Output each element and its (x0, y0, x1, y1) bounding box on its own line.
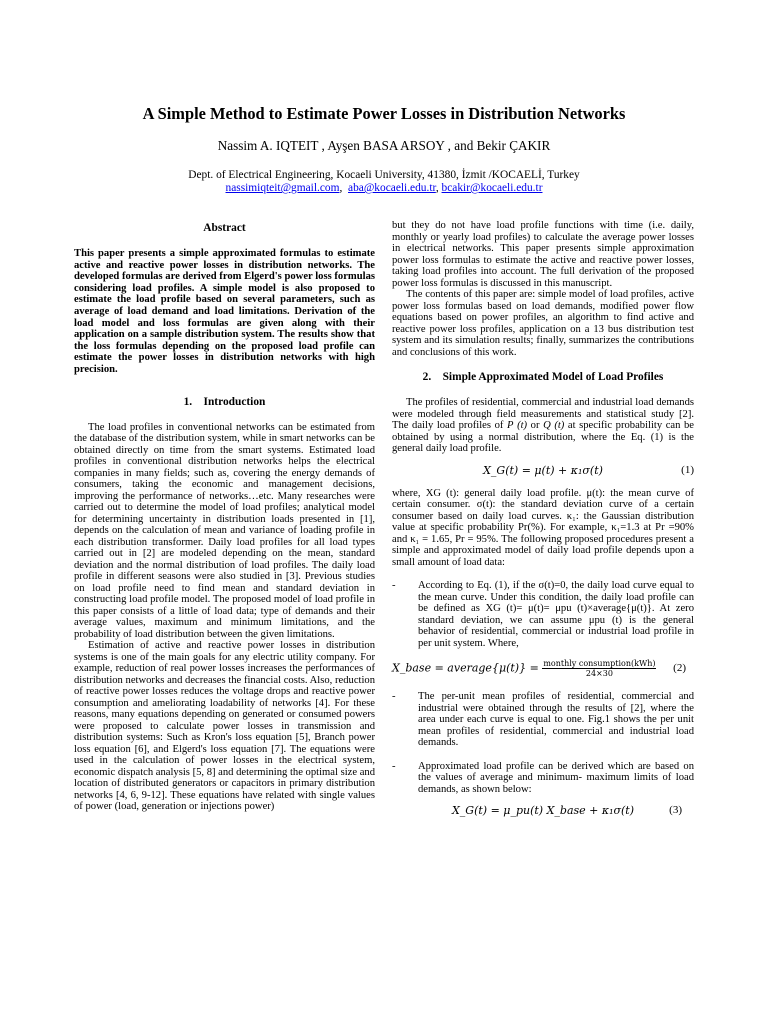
symbol-t: (t) (517, 420, 528, 431)
symbol-t2: (t) (554, 420, 565, 431)
bullet-1-text: According to Eq. (1), if the σ(t)=0, the daily load curve equal to the mean curve. Under this condition, the daily load profile can be defined as XG (t)= μ(t)= μpu (t)×average{μ(t)}. At zero standard deviation, we can assume μpu (t) is the general behavior of residential, commercial or industrial load profile in per unit system. Where, (418, 580, 694, 649)
bullet-3-text: Approximated load profile can be derived which are based on the values of average and minimum- maximum limits of load demands, as shown below: (418, 760, 694, 795)
equation-2-fraction (542, 659, 656, 678)
intro-paragraph-2: Estimation of active and reactive power losses in distribution systems is one of the main goals for any electric utility company. For example, reduction of real power losses increases the performances of distribution networks and decreases the financial costs. Also, reduction of reactive power losses reduces the voltage drops and reactive power consumption and ameliorating loadability of networks [4]. For these reasons, many equations depending on generated or consumed powers were proposed to calculate power losses in transmission and distribution systems: Such as Kron's loss equation [5], Branch power loss equation [6], and Elgerd's loss equation [7]. The equations were used in the calculation of power losses in the electrical system, economic dispatch analysis [5, 8] and determining the optimal size and location of distributed generators or capacitors in primary distribution networks [4, 6, 9-12]. These equations have related with single values of power (load, generation or injections power) (74, 640, 375, 813)
intro-continued-paragraph: but they do not have load profile functions with time (i.e. daily, monthly or yearly load profiles) to calculate the average power losses in electrical networks. This paper presents simple approximation power loss formulas to estimate the active and reactive power losses, taking load profiles into account. The full derivation of the proposed power loss formulas is discussed in this manuscript. (392, 220, 694, 289)
email-link-1[interactable]: nassimiqteit@gmail.com (225, 182, 340, 194)
load-profile-text-a: The profiles of residential, commercial and industrial load demands were modeled through field measurements and statistical study [2]. The daily load profiles of (392, 397, 694, 431)
symbol-q: Q (543, 420, 551, 431)
text-or: or (527, 420, 544, 431)
section-2-heading: 2. Simple Approximated Model of Load Profiles (422, 371, 664, 383)
email-link-3[interactable]: bcakir@kocaeli.edu.tr (441, 182, 543, 194)
load-profile-text-b: at specific probability can be obtained by using a normal distribution, where the Eq. (1) is the general daily load profile. (392, 420, 695, 454)
equation-2-denominator: 24×30 (585, 669, 613, 678)
definitions-paragraph: where, XG (t): general daily load profile. μ(t): the mean curve of certain consumer. σ(t): the standard deviation curve of a certain consumer based on daily load curves. κ₁: the Gaussian distribution value at specific probability Pr(%). For example, κ₁=1.3 at Pr =90% and κ₁ = 1.65, Pr = 95%. The following proposed procedures present a simple and approximated model of daily load profile depends upon a small amount of load data: (392, 487, 694, 568)
left-column (74, 220, 375, 813)
author-list: Nassim A. IQTEIT , Ayşen BASA ARSOY , and Bekir ÇAKIR (217, 138, 551, 153)
email-link-2[interactable]: aba@kocaeli.edu.tr (348, 182, 436, 194)
equation-2-formula (392, 659, 694, 678)
equation-1-formula: X_G(t) = μ(t) + κ₁σ(t) (483, 463, 603, 477)
section-1-heading: 1. Introduction (183, 395, 266, 408)
bullet-dash: - (392, 580, 396, 591)
email-list: nassimiqteit@gmail.com, aba@kocaeli.edu.tr, bcakir@kocaeli.edu.tr (225, 182, 543, 194)
list-item (392, 580, 694, 649)
abstract-heading: Abstract (203, 222, 246, 234)
equation-3-number: (3) (669, 804, 682, 816)
abstract-text: This paper presents a simple approximated formulas to estimate active and reactive power losses in distribution networks. The developed formulas are derived from Elgerd's power loss formulas considering load profiles. A simple model is also proposed to estimate the load profile based on several parameters, such as average of load demand and load limitations. Derivation of the load model and loss formulas are given along with their application on a sample distribution system. The results show that the loss formulas depending on the proposed load profile can estimate the power losses in distribution networks with high precision. (74, 248, 375, 375)
equation-2-left: X_base = average{μ(t)} = (392, 661, 539, 675)
list-item (392, 761, 694, 796)
bullet-dash: - (392, 760, 396, 772)
symbol-p: P (507, 420, 514, 431)
right-column (392, 220, 694, 828)
equation-2 (392, 659, 694, 681)
equation-3-formula: X_G(t) = μ_pu(t) X_base + κ₁σ(t) (451, 804, 635, 817)
equation-3 (392, 804, 694, 820)
equation-1-number: (1) (681, 463, 694, 476)
bullet-dash: - (392, 691, 396, 702)
intro-paragraph-1: The load profiles in conventional networks can be estimated from the database of the distribution system, while in smart networks can be obtained directly on time from the smart systems. Estimated load profiles in conventional distribution networks helps the electrical companies in many fields; such as, covering the energy demands of consumers, taking the economic and management decisions, improving the performance of networks…etc. Many researches were carried out to determine the model of load profiles; analytical model for determining uncertainty in distribution loads presented in [1], depends on the calculation of mean and variance of loading profile in each distribution transformer. Daily load profiles for all load types carried out in [2] are modeled depending on the mean, standard deviation and the normal distribution of load profiles. The daily load profile in different seasons were also studied in [3]. Previous studies on load profile need to find mean and standard deviation in constructing load profile model. The proposed model of load profile in this paper consists of a little of load data; type of demands and their average values, maximum and minimum limitations, and the probability of load distribution between the given limitations. (74, 421, 375, 640)
list-item (392, 691, 694, 749)
equation-1 (392, 464, 694, 480)
load-profile-paragraph (392, 397, 694, 455)
bullet-2-text: The per-unit mean profiles of residential, commercial and industrial were obtained through the results of [2], where the area under each curve is equal to one. Fig.1 shows the per unit mean profiles of residential, commercial and industrial load demands. (418, 691, 694, 748)
equation-2-number: (2) (673, 662, 686, 674)
equation-2-numerator: monthly consumption(kWh) (543, 659, 656, 668)
paper-title: A Simple Method to Estimate Power Losses in Distribution Networks (142, 104, 626, 123)
affiliation: Dept. of Electrical Engineering, Kocaeli University, 41380, İzmit /KOCAELİ, Turkey (188, 169, 580, 181)
contents-paragraph: The contents of this paper are: simple model of load profiles, active power loss formulas based on load demands, modified power flow equations based on power profiles, an algorithm to find active and reactive power loss profiles, application on a 13 bus distribution test system and its simulation results; finally, summarizes the contributions and conclusions of this work. (392, 289, 694, 358)
